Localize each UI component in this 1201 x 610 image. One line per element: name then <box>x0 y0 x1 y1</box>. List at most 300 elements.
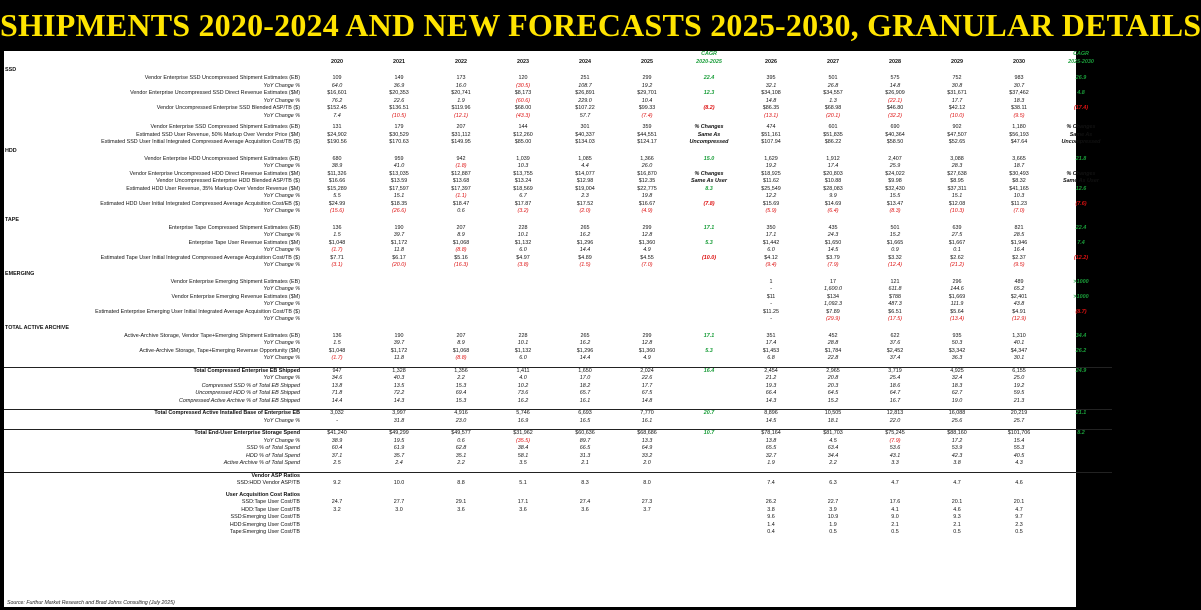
table-cell: $28,083 <box>823 185 843 192</box>
row-label: Vendor Enterprise Emerging Shipment Estimates (EB) <box>170 278 300 285</box>
table-cell: $19,004 <box>575 185 595 192</box>
table-cell: 8,896 <box>740 410 802 418</box>
table-cell: (10.5) <box>391 112 407 119</box>
table-cell: $1,172 <box>390 239 408 246</box>
table-cell: 20.8 <box>827 375 839 381</box>
cagr-cell <box>678 232 740 240</box>
table-row <box>4 201 1112 209</box>
table-cell: 35.7 <box>393 452 405 459</box>
table-cell: 55.3 <box>1013 445 1025 451</box>
table-cell <box>554 522 616 530</box>
row-label: Estimated Tape User Initial Integrated Compressed Average Acquisition Cost/TB ($) <box>100 254 300 261</box>
row-label: Total Compressed Active Installed Base of Enterprise EB <box>4 410 306 418</box>
section-header-row <box>4 66 1112 75</box>
table-cell: 6.0 <box>519 355 527 361</box>
cagr-cell <box>1050 480 1112 488</box>
table-cell: 64.7 <box>889 390 901 396</box>
table-cell: 33.2 <box>641 452 653 459</box>
table-cell: 9.0 <box>891 514 899 520</box>
table-cell: 4.9 <box>643 355 651 361</box>
table-cell: 4.7 <box>891 480 899 486</box>
table-row <box>4 178 1112 186</box>
table-cell <box>430 472 492 480</box>
table-cell: $1,669 <box>948 293 966 300</box>
section-title: TAPE <box>5 216 19 223</box>
table-row <box>4 460 1112 468</box>
table-cell: $4.89 <box>578 254 592 261</box>
row-label: Vendor Enterprise Uncompressed SSD Direct Revenue Estimates ($M) <box>130 90 300 96</box>
table-cell: 108.7 <box>578 82 592 89</box>
table-row <box>4 240 1112 248</box>
table-cell: $68,686 <box>616 430 678 438</box>
table-cell: 1,650 <box>554 367 616 375</box>
table-row <box>4 255 1112 263</box>
table-cell: 4.0 <box>519 375 527 381</box>
table-cell: 7.4 <box>333 112 341 119</box>
cagr-cell <box>678 301 740 309</box>
cagr-cell <box>1050 460 1112 468</box>
row-label: Active-Archive Storage, Vendor Tape+Emerging Shipment Estimates (EB) <box>124 332 300 339</box>
year-header: 2028 <box>889 58 901 65</box>
table-cell: 69.4 <box>455 390 467 396</box>
table-cell: 3.2 <box>333 506 341 513</box>
table-cell: $101,706 <box>988 430 1050 438</box>
table-cell <box>492 472 554 480</box>
table-cell: 296 <box>952 278 962 285</box>
table-cell: 12.8 <box>641 232 653 238</box>
table-cell: $49,577 <box>430 430 492 438</box>
year-header: 2025 <box>641 58 653 65</box>
table-cell: 19.2 <box>765 163 777 169</box>
cagr-cell: (7.8) <box>703 200 715 207</box>
table-cell: 1,085 <box>578 155 592 162</box>
table-cell: $37,311 <box>947 185 967 192</box>
row-label: YoY Change % <box>263 301 300 307</box>
cagr-cell: 16.4 <box>678 367 740 375</box>
table-cell: 8.0 <box>643 480 651 486</box>
table-cell <box>554 286 616 294</box>
cagr-cell <box>1050 208 1112 216</box>
cagr-cell <box>1050 499 1112 507</box>
cagr-cell: 7.4 <box>1077 239 1085 246</box>
table-cell <box>492 279 554 287</box>
cagr-cell: (8.7) <box>1075 308 1087 315</box>
table-cell: $9.98 <box>888 178 902 184</box>
table-cell: $86.22 <box>824 139 842 145</box>
table-cell: 10.1 <box>517 232 529 238</box>
table-cell: 15.2 <box>827 397 839 404</box>
table-cell: 359 <box>642 124 652 130</box>
table-cell <box>368 529 430 537</box>
table-cell: 0.5 <box>829 529 837 535</box>
table-cell: $1,296 <box>576 347 594 354</box>
table-cell: 16.2 <box>517 397 529 404</box>
table-cell: 2,454 <box>740 367 802 375</box>
table-cell: 2.2 <box>457 375 465 381</box>
table-cell: 131 <box>332 124 342 130</box>
cagr-cell <box>678 390 740 398</box>
table-row <box>4 139 1112 147</box>
table-cell: $12.08 <box>948 200 966 207</box>
table-cell: 4.9 <box>643 247 651 253</box>
section-title: TOTAL ACTIVE ARCHIVE <box>5 324 69 331</box>
table-cell: $34,557 <box>823 90 843 96</box>
table-cell: 3,997 <box>368 410 430 418</box>
table-cell <box>430 286 492 294</box>
table-cell: 959 <box>394 155 404 162</box>
table-row <box>4 410 1112 418</box>
table-cell: 19.0 <box>951 397 963 404</box>
table-cell: $88,160 <box>926 430 988 438</box>
table-cell: 22.7 <box>827 499 839 505</box>
cagr-cell: 12.3 <box>703 90 715 96</box>
table-row <box>4 262 1112 270</box>
table-cell: 1.4 <box>767 521 775 528</box>
table-cell: 12.8 <box>641 340 653 346</box>
table-cell <box>368 522 430 530</box>
table-cell: 15.3 <box>455 382 467 389</box>
row-label: YoY Change % <box>263 208 300 214</box>
cagr-cell <box>1050 390 1112 398</box>
table-cell <box>616 472 678 480</box>
table-cell: 9.2 <box>333 480 341 486</box>
table-cell: 1.9 <box>829 521 837 528</box>
table-cell <box>554 472 616 480</box>
table-cell: - <box>770 286 772 292</box>
table-cell: (1.7) <box>331 247 343 253</box>
table-cell: $11 <box>766 293 776 300</box>
table-cell: 228 <box>518 224 528 231</box>
table-cell: 10.9 <box>827 514 839 520</box>
table-cell: 16.0 <box>455 82 467 89</box>
table-cell: 8.9 <box>457 232 465 238</box>
table-cell <box>430 514 492 522</box>
table-cell: (26.6) <box>391 208 407 214</box>
table-row <box>4 333 1112 341</box>
table-cell: 4.5 <box>829 437 837 444</box>
table-cell: 37.6 <box>889 340 901 346</box>
table-cell: 190 <box>394 332 404 339</box>
table-cell <box>554 529 616 537</box>
table-cell: $16.67 <box>638 200 656 207</box>
table-cell <box>368 286 430 294</box>
table-cell: 1,328 <box>368 367 430 375</box>
table-cell <box>306 522 368 530</box>
table-cell: 1,600.0 <box>824 286 842 292</box>
table-cell: (7.9) <box>827 262 839 268</box>
table-row <box>4 225 1112 233</box>
table-cell: 60.4 <box>331 445 343 451</box>
table-cell: 15.1 <box>393 193 405 199</box>
cagr-cell: 15.0 <box>703 155 715 162</box>
table-cell: 53.9 <box>951 445 963 451</box>
table-cell: $78,164 <box>740 430 802 438</box>
table-cell: 28.3 <box>951 163 963 169</box>
table-cell: $14.69 <box>824 200 842 207</box>
table-cell: 251 <box>580 75 590 81</box>
table-cell: 27.4 <box>579 499 591 505</box>
table-cell: (29.9) <box>825 316 841 322</box>
table-cell: 2.2 <box>829 460 837 466</box>
cagr-a-header: CAGR <box>701 51 717 57</box>
table-cell: 639 <box>952 224 962 231</box>
table-cell: 10,505 <box>802 410 864 418</box>
table-cell <box>554 514 616 522</box>
table-cell: 1,180 <box>1012 124 1026 130</box>
cagr-cell: (12.2) <box>1073 254 1089 261</box>
table-cell: 3.6 <box>581 506 589 513</box>
table-cell: $42.12 <box>948 105 966 111</box>
table-cell: 16.7 <box>889 397 901 404</box>
cagr-cell <box>678 460 740 468</box>
table-cell: 22.8 <box>827 355 839 361</box>
table-cell <box>616 529 678 537</box>
table-cell: 1 <box>769 278 773 285</box>
table-cell: 13.3 <box>641 437 653 444</box>
table-cell <box>368 294 430 302</box>
table-cell: 1,912 <box>826 155 840 162</box>
table-cell: 1,356 <box>430 367 492 375</box>
table-cell: 10.3 <box>517 163 529 169</box>
table-cell: 4.6 <box>1015 480 1023 486</box>
table-cell: 15.4 <box>1013 437 1025 444</box>
table-cell: $1,132 <box>514 239 532 246</box>
table-cell: $13.24 <box>514 178 532 184</box>
table-cell: (21.2) <box>949 262 965 268</box>
table-cell: 351 <box>766 332 776 339</box>
table-cell: 3.9 <box>829 506 837 513</box>
table-cell: 19.2 <box>641 82 653 89</box>
table-cell: $24,902 <box>327 131 347 138</box>
table-cell: 0.9 <box>891 247 899 253</box>
cagr-cell <box>1050 453 1112 461</box>
table-cell: 57.7 <box>579 112 591 119</box>
cagr-cell <box>1050 83 1112 91</box>
table-cell: $3.79 <box>826 254 840 261</box>
table-cell: $1,172 <box>390 347 408 354</box>
table-cell: $16,601 <box>327 90 347 96</box>
table-cell: 8.9 <box>457 340 465 346</box>
table-row <box>4 156 1112 164</box>
table-cell: $134.03 <box>575 139 595 145</box>
table-cell: 601 <box>828 124 838 130</box>
table-cell: $2.62 <box>950 254 964 261</box>
table-cell: 12,813 <box>864 410 926 418</box>
table-cell: 17 <box>830 278 836 285</box>
table-cell: 6.0 <box>767 247 775 253</box>
cagr-cell: Same As User <box>690 178 728 184</box>
table-cell: 19.8 <box>641 193 653 199</box>
table-cell: $24,022 <box>885 170 905 177</box>
table-cell: $1,068 <box>452 347 470 354</box>
table-cell: 207 <box>456 332 466 339</box>
table-cell: $1,946 <box>1010 239 1028 246</box>
table-cell: 942 <box>456 155 466 162</box>
table-cell <box>988 472 1050 480</box>
table-cell: (20.1) <box>825 112 841 119</box>
table-cell: $1,784 <box>824 347 842 354</box>
table-cell: $12.98 <box>576 178 594 184</box>
table-cell: (13.4) <box>949 316 965 322</box>
table-cell: 983 <box>1014 75 1024 81</box>
table-cell <box>616 294 678 302</box>
table-cell: 4.1 <box>891 506 899 513</box>
table-cell: 37.1 <box>331 452 343 459</box>
table-cell: $34,108 <box>761 90 781 96</box>
table-cell: $20,741 <box>451 90 471 96</box>
row-label: Estimated SSD User Initial Integrated Compressed Average Acquisition Cost/TB ($) <box>101 139 300 145</box>
table-cell: 111.9 <box>950 301 964 307</box>
table-cell: 63.4 <box>827 445 839 451</box>
table-cell: 2,965 <box>802 367 864 375</box>
cagr-cell <box>1050 514 1112 522</box>
cagr-cell <box>1050 418 1112 426</box>
table-cell: 16.9 <box>517 417 529 424</box>
table-cell: 16.1 <box>641 417 653 424</box>
cagr-cell: 17.1 <box>703 332 715 339</box>
table-cell: (1.8) <box>455 163 467 169</box>
table-cell <box>492 309 554 317</box>
table-cell <box>616 309 678 317</box>
cagr-cell <box>678 492 740 500</box>
table-cell <box>306 294 368 302</box>
row-label: Active-Archive Storage, Tape+Emerging Revenue Opportunity ($M) <box>139 347 300 354</box>
table-row <box>4 445 1112 453</box>
table-cell: 10.4 <box>641 97 653 104</box>
cagr-cell <box>678 472 740 480</box>
table-cell: (6.4) <box>827 208 839 214</box>
table-cell: 10.0 <box>393 480 405 486</box>
table-cell: 11.8 <box>393 247 405 253</box>
table-cell: $4.91 <box>1012 308 1026 315</box>
table-cell: $1,132 <box>514 347 532 354</box>
cagr-cell: >1000 <box>1073 293 1089 300</box>
table-cell: $31,112 <box>451 131 471 138</box>
table-cell: 35.1 <box>455 452 467 459</box>
table-cell: 26.0 <box>641 163 653 169</box>
table-cell: 6.3 <box>829 480 837 486</box>
table-cell: 66.4 <box>765 390 777 396</box>
table-cell: 16.4 <box>1013 247 1025 253</box>
table-cell <box>306 286 368 294</box>
table-cell: 3.8 <box>767 506 775 513</box>
table-cell: 39.7 <box>393 232 405 238</box>
table-cell: 32.7 <box>765 452 777 459</box>
table-cell: 1,310 <box>1012 332 1026 339</box>
table-cell: 17.1 <box>765 232 777 238</box>
table-row <box>4 186 1112 194</box>
table-cell: $13.59 <box>390 178 408 184</box>
cagr-cell <box>678 507 740 515</box>
table-cell <box>492 514 554 522</box>
row-label: Estimated HDD User Initial Integrated Compressed Average Acquisition Cost/EB ($) <box>100 200 300 207</box>
table-cell: 30.8 <box>951 82 963 89</box>
table-cell: $4.97 <box>516 254 530 261</box>
table-row <box>4 90 1112 98</box>
table-cell: 64.0 <box>331 82 343 89</box>
table-cell: (1.5) <box>579 262 591 268</box>
table-cell: $1,665 <box>886 239 904 246</box>
table-cell: 15.2 <box>889 232 901 238</box>
table-cell: $13.68 <box>452 178 470 184</box>
table-cell: 27.5 <box>951 232 963 238</box>
table-cell: $1,048 <box>328 347 346 354</box>
table-cell: 2.3 <box>1015 521 1023 528</box>
table-row <box>4 492 1112 500</box>
cagr-cell: (7.6) <box>1075 200 1087 207</box>
table-row <box>4 499 1112 507</box>
cagr-cell <box>678 316 740 324</box>
table-cell: 299 <box>642 75 652 81</box>
table-cell: 18.3 <box>1013 97 1025 104</box>
cagr-cell: Uncompressed <box>689 139 729 145</box>
table-row <box>4 301 1112 309</box>
cagr-cell <box>678 445 740 453</box>
cagr-cell: 8.2 <box>1050 430 1112 438</box>
cagr-cell <box>1050 355 1112 363</box>
table-cell: $4.55 <box>640 254 654 261</box>
table-cell: 59.5 <box>1013 390 1025 396</box>
cagr-cell: (10.0) <box>701 254 717 261</box>
table-row <box>4 124 1112 132</box>
table-cell: 0.5 <box>1015 529 1023 535</box>
row-label: Total Compressed Enterprise EB Shipped <box>4 367 306 375</box>
row-label: YoY Change % <box>263 163 300 169</box>
table-cell: $22,775 <box>637 185 657 192</box>
table-cell: 26.2 <box>765 499 777 505</box>
table-row <box>4 286 1112 294</box>
table-cell: $18.47 <box>452 200 470 207</box>
table-cell: 3.6 <box>519 506 527 513</box>
cagr-cell <box>678 98 740 106</box>
table-cell: (1.1) <box>455 193 467 199</box>
table-cell: $1,068 <box>452 239 470 246</box>
table-cell: (12.4) <box>887 262 903 268</box>
table-cell: $56,193 <box>1009 131 1029 138</box>
row-label: SSD:Emerging User Cost/TB <box>230 514 300 520</box>
table-cell: 27.3 <box>641 499 653 505</box>
table-cell: 121 <box>890 278 900 285</box>
table-cell: (8.8) <box>455 355 467 361</box>
table-cell: (22.1) <box>887 97 903 104</box>
table-cell: 31.3 <box>579 452 591 459</box>
table-cell: $12.35 <box>638 178 656 184</box>
table-row <box>4 529 1112 537</box>
table-cell: 17.2 <box>951 437 963 444</box>
table-cell: 474 <box>766 124 776 130</box>
table-cell: 350 <box>766 224 776 231</box>
table-row <box>4 132 1112 140</box>
table-cell: 1,039 <box>516 155 530 162</box>
table-cell <box>368 279 430 287</box>
table-cell <box>368 514 430 522</box>
table-cell: 18.1 <box>827 417 839 424</box>
cagr-cell <box>678 279 740 287</box>
table-cell: 207 <box>456 124 466 130</box>
table-cell <box>554 492 616 500</box>
table-cell: - <box>336 417 338 424</box>
table-row <box>4 514 1112 522</box>
table-cell: 14.5 <box>827 247 839 253</box>
cagr-cell <box>678 398 740 406</box>
table-cell: 28.8 <box>827 340 839 346</box>
row-label: User Acquisition Cost Ratios <box>225 491 300 498</box>
table-row <box>4 279 1112 287</box>
table-cell: $8.32 <box>1012 178 1026 184</box>
table-cell: $20,353 <box>389 90 409 96</box>
table-cell: $86.35 <box>762 105 780 111</box>
cagr-cell <box>1050 262 1112 270</box>
